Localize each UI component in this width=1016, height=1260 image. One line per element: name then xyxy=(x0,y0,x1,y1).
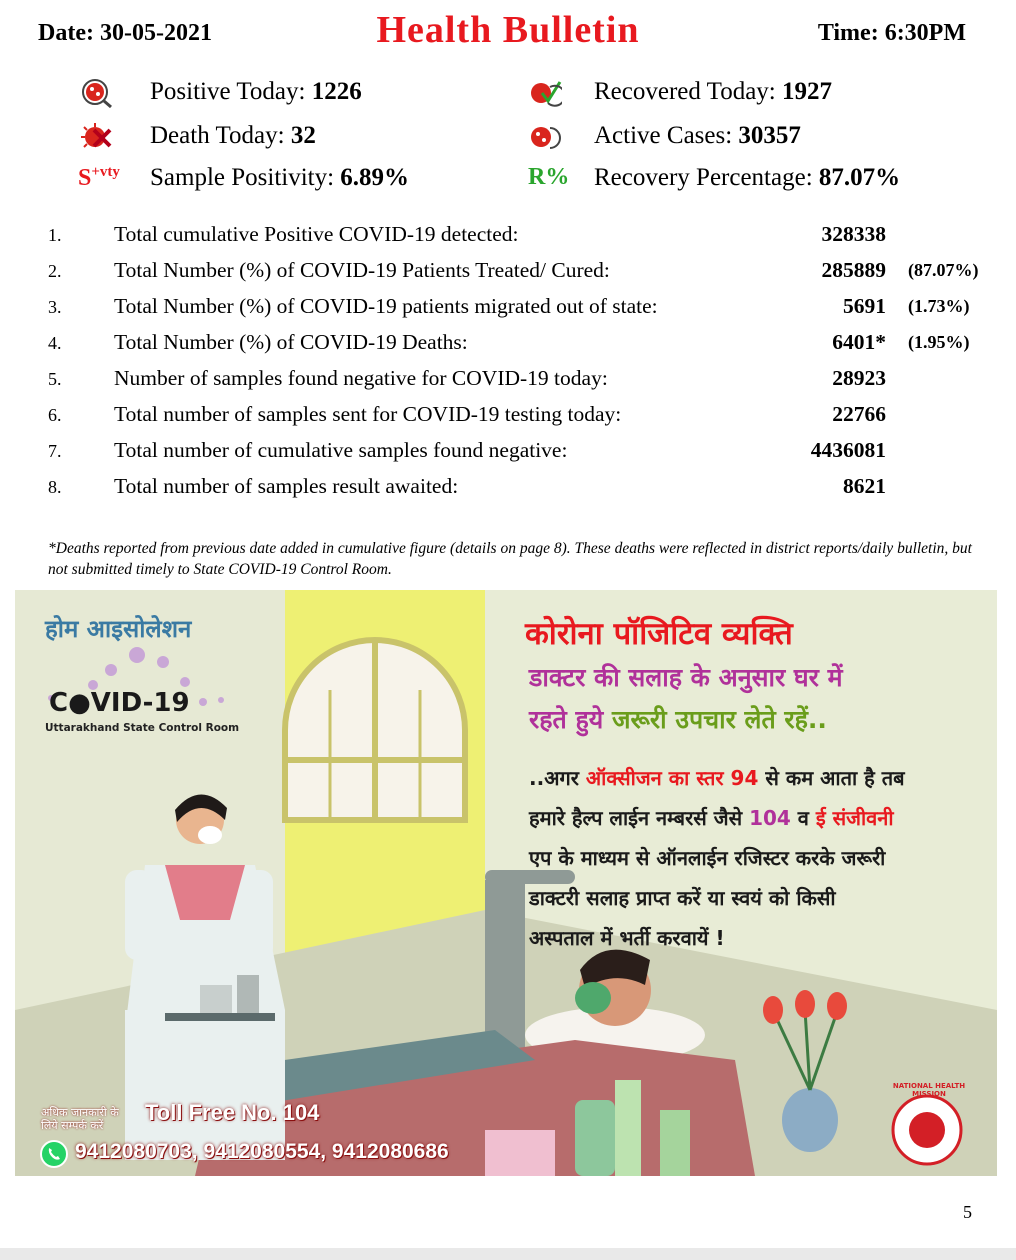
contact-hindi-label: अधिक जानकारी के लिये सम्पर्क करें xyxy=(41,1106,119,1132)
toll-free-number: Toll Free No. 104 xyxy=(145,1100,320,1125)
virus-recovered-icon xyxy=(528,78,562,108)
virus-active-icon xyxy=(528,122,562,152)
recovery-percentage: Recovery Percentage: 87.07% xyxy=(594,164,901,191)
death-today: Death Today: 32 xyxy=(150,122,316,149)
table-row: 5. Number of samples found negative for COVID-19 today: 28923 xyxy=(48,366,886,390)
home-isolation-label: होम आइसोलेशन xyxy=(45,615,192,643)
positive-today: Positive Today: 1226 xyxy=(150,78,362,105)
recovered-today: Recovered Today: 1927 xyxy=(594,78,833,105)
table-row: 7. Total number of cumulative samples found negative: 4436081 xyxy=(48,438,886,462)
poster-advice: ..अगर ऑक्सीजन का स्तर 94 से कम आता है तब हमारे हैल्प लाईन नम्बरर्स जैसे 104 व ई संजीवनी एप के माध्यम से ऑनलाईन रजिस्टर करके जरूरी डाक्टरी सलाह प्राप्त करें या स्वयं को किसी अस्पताल में भर्ती करवायें ! xyxy=(529,766,905,950)
active-cases: Active Cases: 30357 xyxy=(594,122,801,149)
page-number: 5 xyxy=(963,1202,972,1222)
virus-search-icon xyxy=(80,78,114,108)
poster-headline: कोरोना पॉजिटिव व्यक्ति xyxy=(525,616,793,652)
bulletin-time: Time: 6:30PM xyxy=(817,20,966,46)
table-row: 3. Total Number (%) of COVID-19 patients migrated out of state: 5691 (1.73%) xyxy=(48,294,970,318)
bulletin-date: Date: 30-05-2021 xyxy=(38,20,212,46)
table-row: 8. Total number of samples result awaited: 8621 xyxy=(48,474,886,498)
bulletin-title: Health Bulletin xyxy=(376,9,640,51)
sample-positivity: Sample Positivity: 6.89% xyxy=(150,164,410,191)
poster-line-2: डाक्टर की सलाह के अनुसार घर में xyxy=(529,663,843,692)
table-row: 2. Total Number (%) of COVID-19 Patients Treated/ Cured: 285889 (87.07%) xyxy=(48,258,979,282)
deaths-footnote: *Deaths reported from previous date added in cumulative figure (details on page 8). These deaths were reflected in district reports/daily bulletin, but not submitted timely to State COVID-19 Control Room. xyxy=(48,540,972,578)
home-isolation-poster xyxy=(15,590,997,1176)
table-row: 6. Total number of samples sent for COVID-19 testing today: 22766 xyxy=(48,402,886,426)
table-row: 1. Total cumulative Positive COVID-19 detected: 328338 xyxy=(48,222,886,246)
nhm-logo-text: NATIONAL HEALTH MISSION xyxy=(892,1082,966,1098)
poster-line-3: रहते हुये जरूरी उपचार लेते रहें.. xyxy=(529,705,827,734)
sample-positivity-icon: $S^{+vty}$ xyxy=(78,164,120,191)
covid-19-logo: C●VID-19 xyxy=(49,688,190,718)
recovery-percentage-icon: R% xyxy=(528,164,570,190)
table-row: 4. Total Number (%) of COVID-19 Deaths: 6401* (1.95%) xyxy=(48,330,970,354)
virus-death-icon xyxy=(80,122,114,152)
control-room-label: Uttarakhand State Control Room xyxy=(45,722,240,734)
whatsapp-icon xyxy=(39,1139,69,1169)
helpline-numbers: 9412080703, 9412080554, 9412080686 xyxy=(75,1140,449,1163)
